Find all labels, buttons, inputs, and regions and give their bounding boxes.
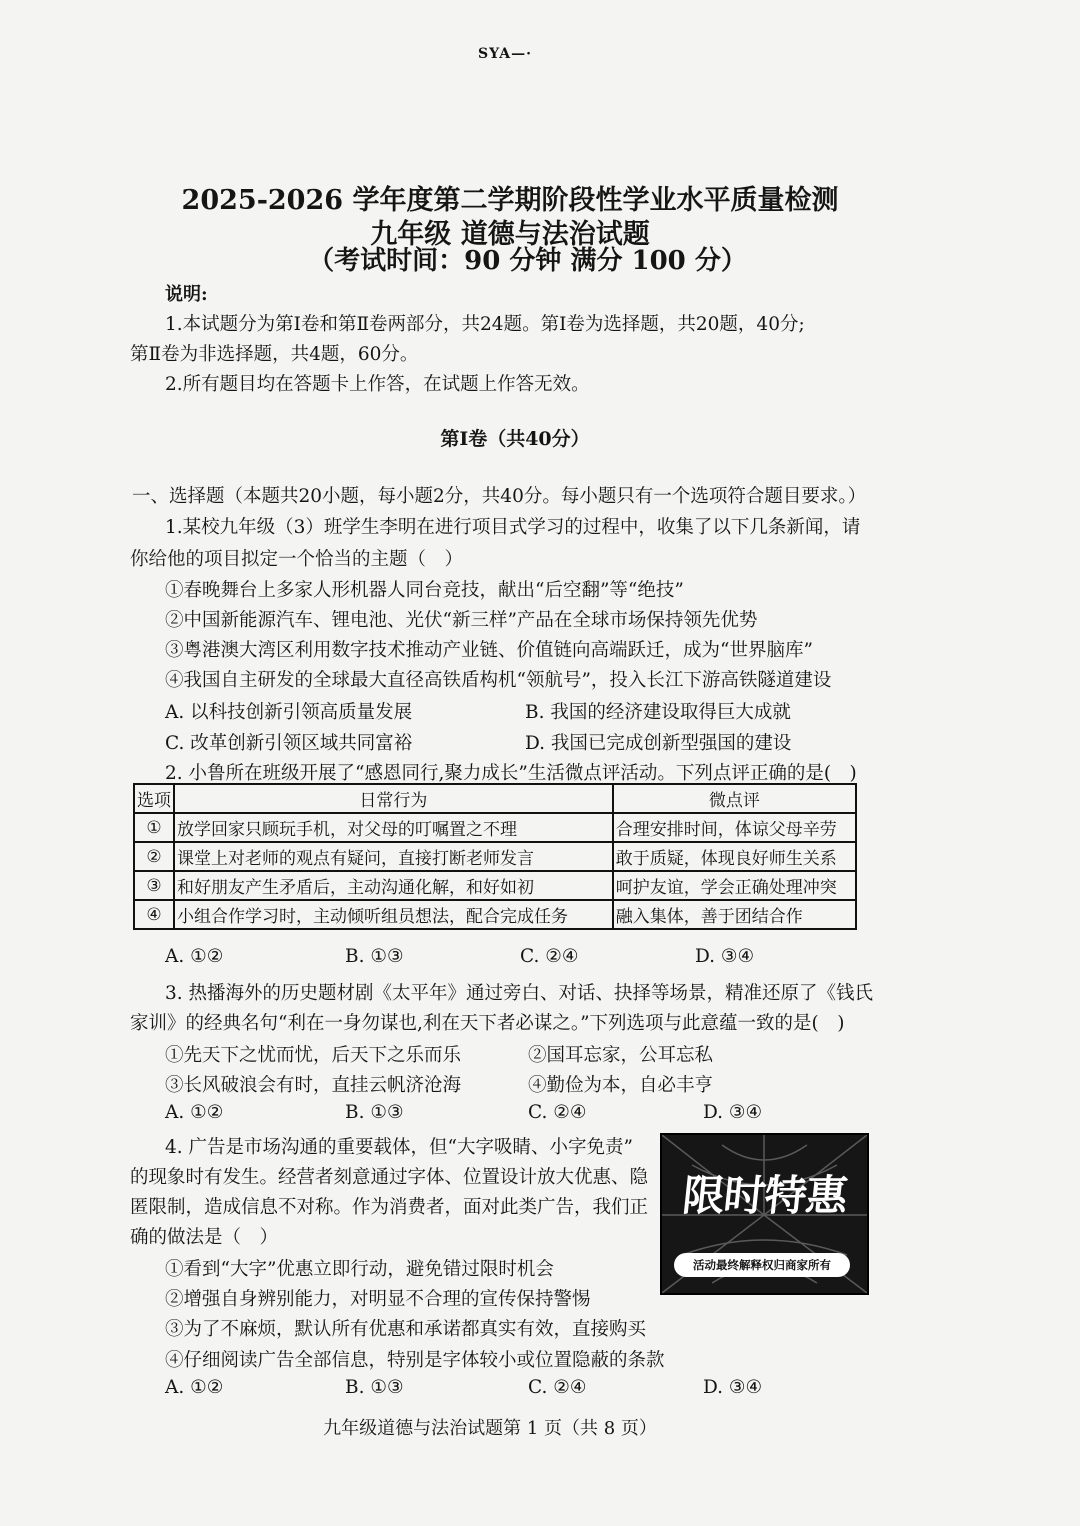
q1-option-c: C. 改革创新引领区域共同富裕 — [165, 733, 413, 754]
q3-item: ①先天下之忧而忧，后天下之乐而乐 — [165, 1045, 462, 1066]
q1-option-d: D. 我国已完成创新型强国的建设 — [525, 733, 792, 754]
q3-option-c: C. ②④ — [528, 1102, 587, 1123]
row-number: ① — [134, 813, 174, 842]
q3-option-d: D. ③④ — [703, 1102, 763, 1123]
q1-item: ①春晚舞台上多家人形机器人同台竞技，献出“后空翻”等“绝技” — [165, 580, 684, 601]
q2-option-b: B. ①③ — [345, 946, 404, 967]
row-behavior: 和好朋友产生矛盾后，主动沟通化解，和好如初 — [174, 871, 613, 900]
q3-option-b: B. ①③ — [345, 1102, 404, 1123]
q4-option-c: C. ②④ — [528, 1377, 587, 1398]
exam-subtitle: 九年级 道德与法治试题 — [370, 219, 650, 250]
instruction-1: 1.本试题分为第Ⅰ卷和第Ⅱ卷两部分，共24题。第Ⅰ卷为选择题，共20题，40分; — [165, 314, 805, 335]
page-footer: 九年级道德与法治试题第 1 页（共 8 页） — [323, 1418, 657, 1439]
table-row — [134, 900, 856, 929]
q3-item: ④勤俭为本，自必丰亨 — [528, 1075, 714, 1096]
q3-stem-cont: 家训》的经典名句“利在一身勿谋也,利在天下者必谋之。”下列选项与此意蕴一致的是( ) — [130, 1013, 845, 1034]
q4-option-b: B. ①③ — [345, 1377, 404, 1398]
q3-item: ②国耳忘家，公耳忘私 — [528, 1045, 714, 1066]
q3-stem: 3. 热播海外的历史题材剧《太平年》通过旁白、对话、抉择等场景，精准还原了《钱氏 — [165, 983, 874, 1004]
ad-fine-print: 活动最终解释权归商家所有 — [674, 1253, 850, 1277]
section-title: 第Ⅰ卷（共40分） — [440, 428, 590, 450]
row-number: ④ — [134, 900, 174, 929]
column-header: 选项 — [134, 784, 174, 813]
part-heading: 一、选择题（本题共20小题，每小题2分，共40分。每小题只有一个选项符合题目要求。） — [132, 486, 867, 507]
q4-item: ④仔细阅读广告全部信息，特别是字体较小或位置隐蔽的条款 — [165, 1350, 665, 1371]
row-comment: 融入集体，善于团结合作 — [613, 900, 856, 929]
instructions-label: 说明: — [165, 284, 208, 305]
top-mark: SYA—· — [478, 46, 532, 62]
row-behavior: 课堂上对老师的观点有疑问，直接打断老师发言 — [174, 842, 613, 871]
q2-option-c: C. ②④ — [520, 946, 579, 967]
exam-time-score: （考试时间：90 分钟 满分 100 分） — [308, 246, 747, 276]
q2-option-d: D. ③④ — [695, 946, 755, 967]
table-row — [134, 871, 856, 900]
q4-stem-cont: 的现象时有发生。经营者刻意通过字体、位置设计放大优惠、隐 — [130, 1167, 649, 1188]
q4-item: ②增强自身辨别能力，对明显不合理的宣传保持警惕 — [165, 1289, 591, 1310]
q4-stem: 4. 广告是市场沟通的重要载体，但“大字吸睛、小字免责” — [165, 1137, 633, 1158]
table-header-row — [134, 784, 856, 813]
instruction-2: 2.所有题目均在答题卡上作答，在试题上作答无效。 — [165, 374, 590, 395]
row-comment: 呵护友谊，学会正确处理冲突 — [613, 871, 856, 900]
q1-stem-cont: 你给他的项目拟定一个恰当的主题（ ） — [130, 549, 464, 570]
column-header: 微点评 — [613, 784, 856, 813]
exam-title: 2025-2026 学年度第二学期阶段性学业水平质量检测 — [181, 185, 839, 216]
q1-option-b: B. 我国的经济建设取得巨大成就 — [525, 702, 791, 723]
instruction-1-cont: 第Ⅱ卷为非选择题，共4题，60分。 — [130, 344, 419, 365]
q4-stem-cont: 确的做法是（ ） — [130, 1227, 279, 1248]
q4-option-a: A. ①② — [165, 1377, 224, 1398]
ad-headline: 限时特惠 — [680, 1171, 850, 1220]
table-row — [134, 813, 856, 842]
column-header: 日常行为 — [174, 784, 613, 813]
table-row — [134, 842, 856, 871]
q4-item: ③为了不麻烦，默认所有优惠和承诺都真实有效，直接购买 — [165, 1319, 647, 1340]
row-behavior: 小组合作学习时，主动倾听组员想法，配合完成任务 — [174, 900, 613, 929]
q2-option-a: A. ①② — [165, 946, 224, 967]
q3-item: ③长风破浪会有时，直挂云帆济沧海 — [165, 1075, 462, 1096]
q4-stem-cont: 匿限制，造成信息不对称。作为消费者，面对此类广告，我们正 — [130, 1197, 649, 1218]
row-number: ③ — [134, 871, 174, 900]
q1-item: ③粤港澳大湾区利用数字技术推动产业链、价值链向高端跃迁，成为“世界脑库” — [165, 640, 813, 661]
q2-table — [133, 783, 857, 930]
q3-option-a: A. ①② — [165, 1102, 224, 1123]
q4-option-d: D. ③④ — [703, 1377, 763, 1398]
q2-stem: 2. 小鲁所在班级开展了“感恩同行,聚力成长”生活微点评活动。下列点评正确的是( ) — [165, 763, 857, 784]
q4-item: ①看到“大字”优惠立即行动，避免错过限时机会 — [165, 1259, 554, 1280]
q1-item: ④我国自主研发的全球最大直径高铁盾构机“领航号”，投入长江下游高铁隧道建设 — [165, 670, 832, 691]
q1-option-a: A. 以科技创新引领高质量发展 — [165, 702, 413, 723]
row-comment: 敢于质疑，体现良好师生关系 — [613, 842, 856, 871]
row-number: ② — [134, 842, 174, 871]
q1-item: ②中国新能源汽车、锂电池、光伏“新三样”产品在全球市场保持领先优势 — [165, 610, 758, 631]
row-behavior: 放学回家只顾玩手机，对父母的叮嘱置之不理 — [174, 813, 613, 842]
q1-stem: 1.某校九年级（3）班学生李明在进行项目式学习的过程中，收集了以下几条新闻，请 — [165, 517, 861, 538]
advertisement-image — [660, 1133, 869, 1295]
row-comment: 合理安排时间，体谅父母辛劳 — [613, 813, 856, 842]
